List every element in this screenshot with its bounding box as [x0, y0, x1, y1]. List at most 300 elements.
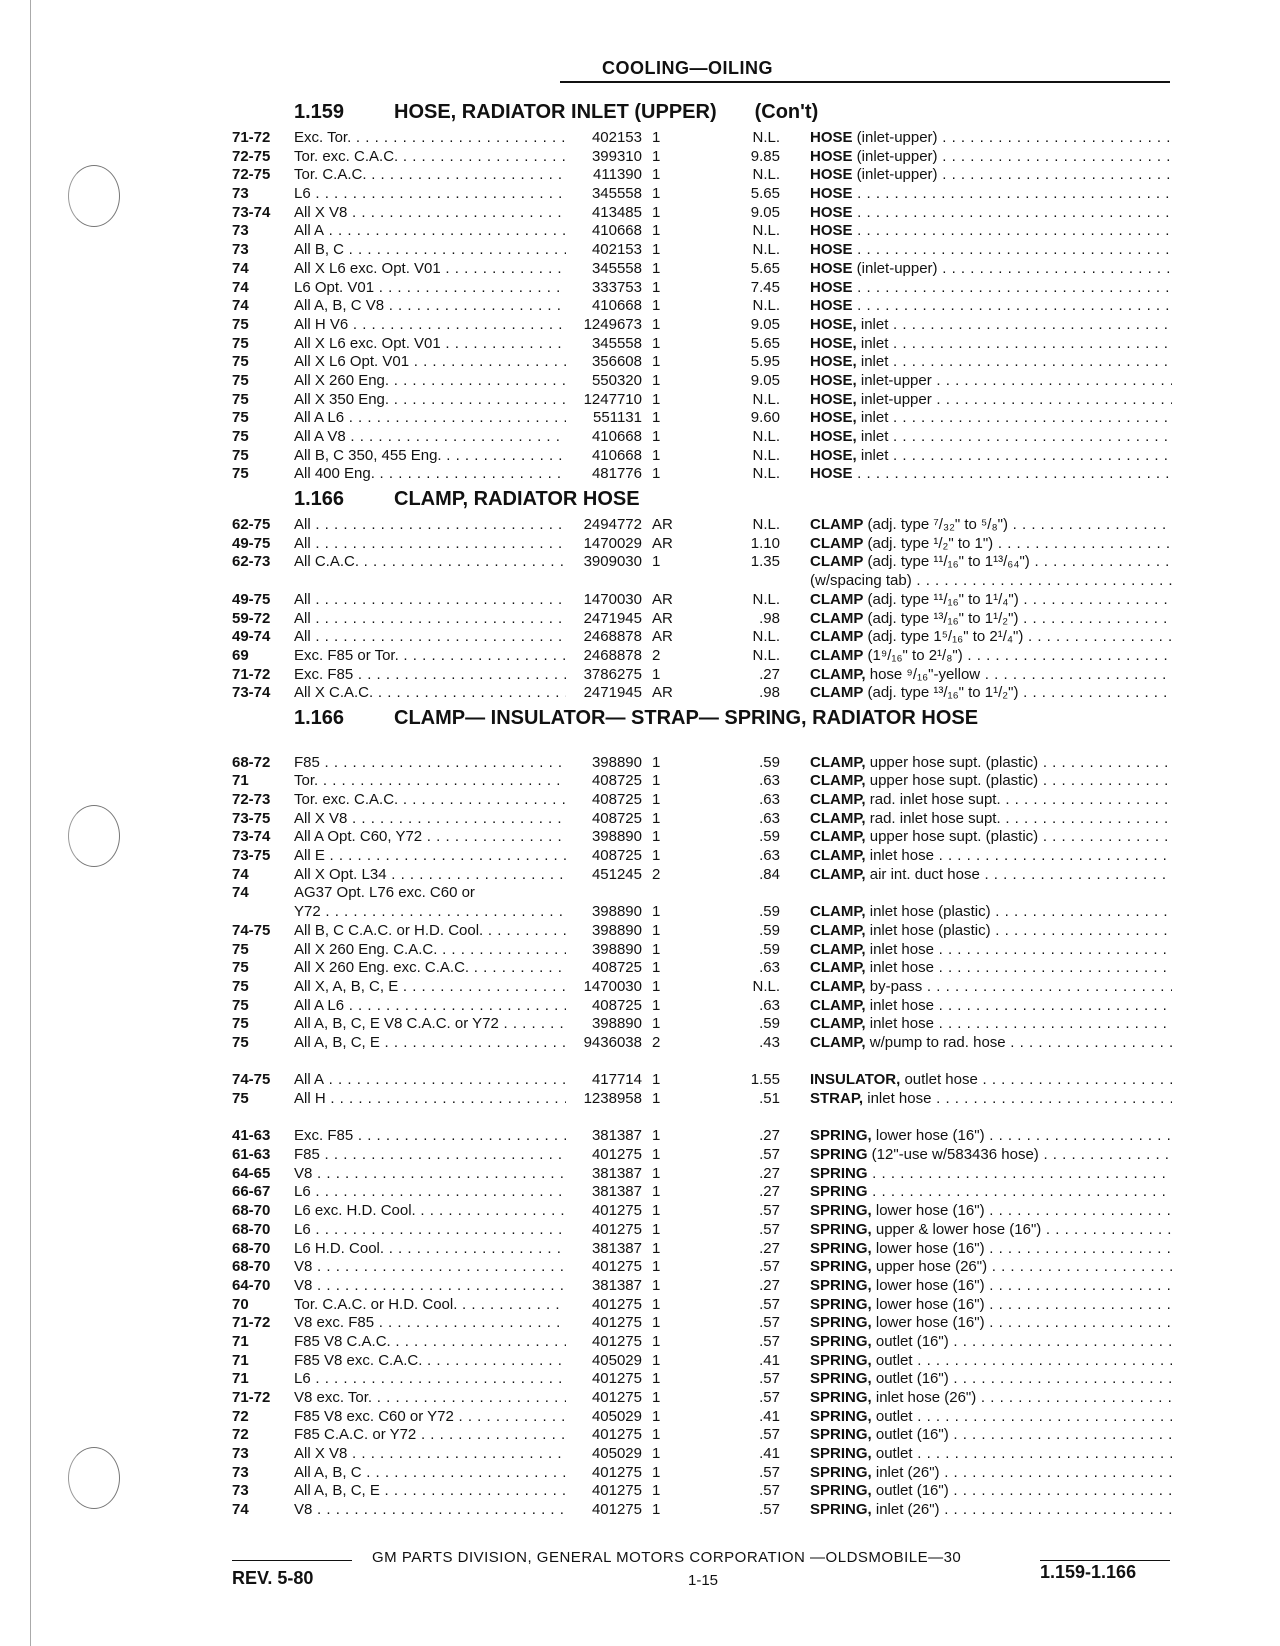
part-number: 551131 [593, 409, 642, 427]
model-years: 74 [232, 1501, 249, 1519]
part-row [232, 1090, 1172, 1109]
application: Tor. exc. C.A.C. . . . [294, 148, 566, 167]
item-detail: inlet [856, 315, 889, 333]
price: 5.65 [750, 259, 780, 277]
quantity: 1 [652, 315, 661, 333]
part-row [232, 1146, 1172, 1165]
quantity: 1 [652, 1071, 661, 1089]
model-years: 69 [232, 646, 249, 664]
item-detail: (inlet-upper) [852, 166, 938, 184]
description [810, 1296, 1172, 1315]
quantity: 1 [652, 1314, 661, 1332]
part-number: 401275 [591, 1482, 642, 1500]
model-years: 71-72 [232, 665, 271, 683]
price: .57 [759, 1463, 780, 1481]
part-number: 410668 [591, 297, 642, 315]
part-number: 413485 [591, 203, 642, 221]
part-number: 401275 [591, 1146, 642, 1164]
model-years: 49-75 [232, 534, 271, 552]
price: .59 [759, 753, 780, 771]
item-name: CLAMP, [810, 791, 866, 808]
item-name: STRAP, [810, 1090, 864, 1107]
item-name: CLAMP, [810, 940, 866, 958]
item-detail: (adj. type ¹¹/₁₆" to 1¹/₄") [863, 590, 1019, 608]
application: F85 V8 exc. C60 or Y72 . . . [294, 1408, 566, 1427]
model-years: 71 [232, 1332, 249, 1350]
part-row [232, 1183, 1172, 1202]
footer-rule [1040, 1560, 1170, 1561]
model-years: 73 [232, 222, 249, 240]
application: All . . . [294, 610, 566, 629]
price: N.L. [752, 590, 780, 608]
price: .27 [759, 1183, 780, 1201]
price: .57 [759, 1202, 780, 1220]
quantity: 1 [652, 996, 661, 1014]
price: .59 [759, 903, 780, 921]
price: .27 [759, 1164, 780, 1182]
description [810, 553, 1172, 572]
price: .27 [759, 1239, 780, 1257]
model-years: 75 [232, 334, 249, 352]
part-row [232, 997, 1172, 1016]
part-number: 381387 [591, 1127, 642, 1145]
item-detail: inlet [856, 409, 889, 427]
section-title [232, 484, 1172, 514]
application: F85 C.A.C. or Y72 . . . [294, 1426, 566, 1445]
item-name: CLAMP, [810, 959, 866, 977]
application: Exc. F85 . . . [294, 666, 566, 685]
price: N.L. [752, 428, 780, 445]
quantity: 1 [652, 166, 661, 184]
quantity: 1 [652, 753, 661, 771]
application: V8 . . . [294, 1165, 566, 1184]
quantity: 1 [652, 129, 661, 146]
description [810, 591, 1172, 610]
item-detail: inlet hose (26") [871, 1389, 977, 1406]
part-number: 408725 [591, 809, 642, 827]
item-detail: inlet hose [865, 1015, 934, 1033]
price: N.L. [752, 241, 780, 259]
price: 9.60 [750, 409, 780, 427]
quantity: 1 [652, 203, 661, 221]
footer-credit: GM PARTS DIVISION, GENERAL MOTORS CORPORATION —OLDSMOBILE—30 [372, 1549, 962, 1566]
part-number: 401275 [591, 1314, 642, 1332]
part-row [232, 1127, 1172, 1146]
application: L6 . . . [294, 185, 566, 204]
price: .63 [759, 847, 780, 865]
item-detail: (adj. type ¹³/₁₆" to 1¹/₂") [863, 609, 1019, 627]
application: L6 . . . [294, 1370, 566, 1389]
price: .57 [759, 1501, 780, 1519]
model-years: 72-73 [232, 791, 271, 808]
application: All . . . [294, 535, 566, 554]
part-number: 333753 [591, 278, 642, 296]
item-detail: inlet [856, 428, 889, 445]
item-name: SPRING, [810, 1314, 872, 1332]
part-row [232, 941, 1172, 960]
part-row [232, 1482, 1172, 1501]
quantity: 1 [652, 147, 661, 165]
price: .41 [759, 1351, 780, 1369]
section-range: 1.159-1.166 [1040, 1562, 1137, 1582]
price: .41 [759, 1445, 780, 1463]
application: All C.A.C. . . . [294, 553, 566, 572]
part-row [232, 447, 1172, 466]
part-row [232, 535, 1172, 554]
description [810, 810, 1172, 829]
part-row [232, 1333, 1172, 1352]
item-name: CLAMP, [810, 1015, 866, 1033]
application: L6 . . . [294, 1221, 566, 1240]
quantity: 1 [652, 334, 661, 352]
item-name: HOSE, [810, 409, 857, 427]
price: N.L. [752, 977, 780, 995]
item-name: CLAMP [810, 684, 864, 702]
item-detail: outlet [871, 1445, 913, 1463]
item-detail: lower hose (16") [871, 1239, 985, 1257]
description [810, 1146, 1172, 1165]
application: V8 exc. Tor. . . . [294, 1389, 566, 1408]
description [810, 1314, 1172, 1333]
item-name: SPRING, [810, 1482, 872, 1500]
model-years: 71-72 [232, 1389, 271, 1406]
quantity: 1 [652, 1164, 661, 1182]
item-detail: w/pump to rad. hose [865, 1033, 1006, 1051]
description [810, 1090, 1172, 1109]
part-row [232, 1352, 1172, 1371]
price: .63 [759, 996, 780, 1014]
item-detail: outlet (16") [871, 1332, 949, 1350]
item-detail: outlet (16") [871, 1482, 949, 1500]
application: L6 . . . [294, 1183, 566, 1202]
price: .27 [759, 665, 780, 683]
description [810, 1015, 1172, 1034]
description [810, 647, 1172, 666]
quantity: 1 [652, 371, 661, 389]
application: AG37 Opt. L76 exc. C60 or [294, 884, 475, 902]
item-detail: lower hose (16") [871, 1276, 985, 1294]
item-name: HOSE [810, 166, 853, 184]
part-row [232, 959, 1172, 978]
section-name: CLAMP, RADIATOR HOSE [394, 488, 640, 511]
section-number: 1.166 [294, 488, 345, 511]
item-detail: (w/spacing tab) [810, 572, 912, 590]
part-row [232, 1445, 1172, 1464]
model-years: 73-75 [232, 847, 271, 865]
part-number: 550320 [591, 371, 642, 389]
application: Tor. C.A.C. . . . [294, 166, 566, 185]
part-number: 3909030 [583, 553, 642, 571]
part-number: 408725 [591, 847, 642, 865]
item-detail: inlet-upper [856, 390, 932, 408]
part-number: 481776 [591, 465, 642, 483]
part-row [232, 166, 1172, 185]
part-row [232, 810, 1172, 829]
application: V8 . . . [294, 1277, 566, 1296]
price: .27 [759, 1276, 780, 1294]
item-name: CLAMP, [810, 1033, 866, 1051]
section-name: HOSE, RADIATOR INLET (UPPER) [394, 101, 717, 123]
part-number: 399310 [591, 147, 642, 165]
quantity: 1 [652, 809, 661, 827]
price: 1.35 [750, 553, 780, 571]
part-number: 401275 [591, 1202, 642, 1220]
model-years: 74 [232, 865, 249, 883]
description [810, 610, 1172, 629]
item-detail: (1⁹/₁₆" to 2¹/₈") [863, 646, 963, 664]
application: All X V8 . . . [294, 204, 566, 223]
description [810, 391, 1172, 410]
price: .98 [759, 609, 780, 627]
model-years: 74-75 [232, 1071, 271, 1089]
application: F85 . . . [294, 754, 566, 773]
description [810, 978, 1172, 997]
application: V8 exc. F85 . . . [294, 1314, 566, 1333]
part-number: 1470030 [583, 590, 642, 608]
item-name: HOSE [810, 278, 853, 296]
parts-listing [232, 97, 1172, 1520]
model-years: 68-70 [232, 1239, 271, 1257]
quantity: 1 [652, 259, 661, 277]
price: .57 [759, 1295, 780, 1313]
item-name: CLAMP, [810, 772, 866, 790]
description [810, 535, 1172, 554]
model-years: 74 [232, 278, 249, 296]
part-number: 381387 [591, 1276, 642, 1294]
part-row [232, 1240, 1172, 1259]
part-number: 401275 [591, 1258, 642, 1276]
description [810, 148, 1172, 167]
price: N.L. [752, 166, 780, 184]
description [810, 297, 1172, 316]
item-name: HOSE, [810, 315, 857, 333]
quantity: 1 [652, 791, 661, 808]
item-name: SPRING, [810, 1332, 872, 1350]
item-detail: by-pass [865, 977, 923, 995]
binder-hole [68, 805, 120, 867]
part-number: 401275 [591, 1295, 642, 1313]
description [810, 372, 1172, 391]
description [810, 791, 1172, 810]
description [810, 185, 1172, 204]
part-number: 2468878 [583, 646, 642, 664]
page-title: COOLING—OILING [602, 58, 773, 78]
item-detail: rad. inlet hose supt. [865, 809, 1001, 827]
application: All A . . . [294, 222, 566, 241]
model-years: 75 [232, 409, 249, 427]
description [810, 1071, 1172, 1090]
application: All X L6 Opt. V01 . . . [294, 353, 566, 372]
part-number: 401275 [591, 1426, 642, 1444]
part-row [232, 1034, 1172, 1053]
item-name: CLAMP, [810, 977, 866, 995]
quantity: AR [652, 684, 673, 702]
part-row [232, 465, 1172, 484]
quantity: 1 [652, 903, 661, 921]
part-row [232, 1314, 1172, 1333]
item-detail: inlet hose (plastic) [865, 921, 991, 939]
item-detail: (adj. type ¹³/₁₆" to 1¹/₂") [863, 684, 1019, 702]
part-row [232, 610, 1172, 629]
description [810, 260, 1172, 279]
item-detail: upper hose supt. (plastic) [865, 828, 1039, 846]
part-row [232, 791, 1172, 810]
item-detail: upper hose (26") [871, 1258, 988, 1276]
part-number: 410668 [591, 446, 642, 464]
model-years: 74 [232, 259, 249, 277]
item-detail: inlet [856, 446, 889, 464]
application: All A L6 . . . [294, 997, 566, 1016]
item-detail: hose ⁹/₁₆"-yellow [865, 665, 981, 683]
price: N.L. [752, 297, 780, 315]
part-number: 405029 [591, 1351, 642, 1369]
part-row [232, 241, 1172, 260]
part-row [232, 409, 1172, 428]
item-detail: inlet (26") [871, 1501, 940, 1519]
quantity: 1 [652, 1295, 661, 1313]
item-name: SPRING [810, 1183, 868, 1201]
application: All A L6 . . . [294, 409, 566, 428]
description [810, 222, 1172, 241]
quantity: AR [652, 534, 673, 552]
part-number: 410668 [591, 222, 642, 240]
description [810, 1352, 1172, 1371]
part-row [232, 1426, 1172, 1445]
application: All X 260 Eng. C.A.C. . . . [294, 941, 566, 960]
part-row [232, 572, 1172, 591]
price: .57 [759, 1258, 780, 1276]
item-name: HOSE [810, 147, 853, 165]
item-name: CLAMP, [810, 921, 866, 939]
item-detail: upper & lower hose (16") [871, 1220, 1042, 1238]
quantity: 1 [652, 1482, 661, 1500]
description [810, 997, 1172, 1016]
item-detail: (adj. type ¹¹/₁₆" to 1¹³/₆₄") [863, 553, 1030, 571]
description [810, 1034, 1172, 1053]
description [810, 828, 1172, 847]
item-name: SPRING [810, 1146, 868, 1164]
group-spacer [232, 1109, 1172, 1128]
item-detail: upper hose supt. (plastic) [865, 772, 1039, 790]
quantity: 1 [652, 1370, 661, 1388]
item-name: CLAMP, [810, 996, 866, 1014]
model-years: 75 [232, 353, 249, 371]
continued-label: (Con't) [754, 101, 819, 123]
item-detail: (adj. type ¹/₂" to 1") [863, 534, 994, 552]
model-years: 66-67 [232, 1183, 271, 1201]
description [810, 772, 1172, 791]
part-number: 402153 [591, 241, 642, 259]
part-row [232, 1464, 1172, 1483]
quantity: 1 [652, 1090, 661, 1107]
quantity: 1 [652, 390, 661, 408]
part-row [232, 1221, 1172, 1240]
model-years: 73 [232, 185, 249, 203]
model-years: 71-72 [232, 1314, 271, 1332]
quantity: 1 [652, 1183, 661, 1201]
model-years: 72 [232, 1426, 249, 1444]
part-row [232, 222, 1172, 241]
item-detail: (adj. type 1⁵/₁₆" to 2¹/₄") [863, 628, 1024, 646]
part-row [232, 772, 1172, 791]
part-row [232, 884, 1172, 903]
item-name: HOSE, [810, 353, 857, 371]
item-detail: inlet hose [865, 940, 934, 958]
item-name: HOSE [810, 222, 853, 240]
part-number: 401275 [591, 1389, 642, 1406]
price: .57 [759, 1146, 780, 1164]
description [810, 754, 1172, 773]
application: All X V8 . . . [294, 810, 566, 829]
part-number: 451245 [591, 865, 642, 883]
model-years: 73-75 [232, 809, 271, 827]
model-years: 73-74 [232, 203, 271, 221]
part-number: 2471945 [583, 684, 642, 702]
item-name: CLAMP, [810, 828, 866, 846]
model-years: 71 [232, 1370, 249, 1388]
part-number: 345558 [591, 259, 642, 277]
part-number: 405029 [591, 1407, 642, 1425]
group-spacer [232, 1053, 1172, 1072]
quantity: 1 [652, 921, 661, 939]
quantity: 1 [652, 1258, 661, 1276]
part-number: 410668 [591, 428, 642, 445]
description [810, 628, 1172, 647]
item-detail: outlet hose [900, 1071, 978, 1089]
model-years: 75 [232, 977, 249, 995]
part-row [232, 978, 1172, 997]
price: .98 [759, 684, 780, 702]
model-years: 41-63 [232, 1127, 271, 1145]
item-name: SPRING, [810, 1445, 872, 1463]
price: 5.65 [750, 185, 780, 203]
item-name: SPRING, [810, 1407, 872, 1425]
quantity: 1 [652, 772, 661, 790]
model-years: 75 [232, 996, 249, 1014]
item-detail: inlet hose (plastic) [865, 903, 991, 921]
part-row [232, 297, 1172, 316]
part-row [232, 1202, 1172, 1221]
description [810, 335, 1172, 354]
part-number: 381387 [591, 1239, 642, 1257]
item-name: SPRING, [810, 1276, 872, 1294]
model-years: 49-74 [232, 628, 271, 646]
item-detail: inlet-upper [856, 371, 932, 389]
price: .41 [759, 1407, 780, 1425]
quantity: 1 [652, 1146, 661, 1164]
part-row [232, 666, 1172, 685]
part-number: 398890 [591, 828, 642, 846]
model-years: 62-75 [232, 516, 271, 534]
model-years: 75 [232, 446, 249, 464]
model-years: 71 [232, 772, 249, 790]
model-years: 68-70 [232, 1202, 271, 1220]
item-detail: upper hose supt. (plastic) [865, 753, 1039, 771]
part-row [232, 847, 1172, 866]
price: .59 [759, 1015, 780, 1033]
price: .57 [759, 1426, 780, 1444]
part-row [232, 260, 1172, 279]
application: All A, B, C, E V8 C.A.C. or Y72 . . . [294, 1015, 566, 1034]
quantity: 1 [652, 977, 661, 995]
model-years: 71-72 [232, 129, 271, 146]
item-name: CLAMP [810, 628, 864, 646]
description [810, 1482, 1172, 1501]
part-row [232, 1165, 1172, 1184]
quantity: AR [652, 609, 673, 627]
item-name: SPRING, [810, 1295, 872, 1313]
page-margin-line [30, 0, 31, 1646]
